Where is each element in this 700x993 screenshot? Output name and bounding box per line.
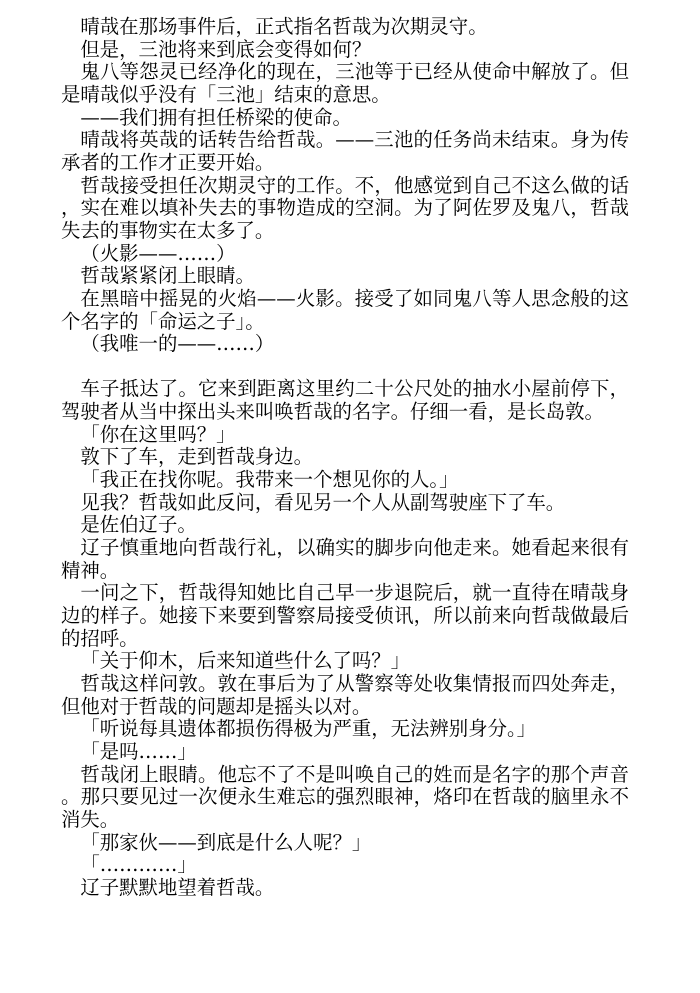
paragraph: 辽子慎重地向哲哉行礼，以确实的脚步向他走来。她看起来很有精神。 (61, 536, 629, 582)
paragraph: 哲哉闭上眼睛。他忘不了不是叫唤自己的姓而是名字的那个声音。那只要见过一次便永生难忘的强烈眼神，烙印在哲哉的脑里永不消失。 (61, 762, 629, 831)
paragraph: 「…………」 (80, 853, 197, 877)
paragraph: 敦下了车，走到哲哉身边。 (80, 445, 314, 469)
paragraph: 晴哉将英哉的话转告给哲哉。——三池的任务尚未结束。身为传承者的工作才正要开始。 (61, 128, 629, 174)
paragraph: 鬼八等怨灵已经净化的现在，三池等于已经从使命中解放了。但是晴哉似乎没有「三池」结束的意思。 (61, 60, 629, 106)
paragraph: ——我们拥有担任桥梁的使命。 (80, 105, 352, 129)
paragraph: 晴哉在那场事件后，正式指名哲哉为次期灵守。 (80, 15, 488, 38)
paragraph: 「是吗……」 (80, 739, 197, 763)
paragraph: 「听说每具遗体都损伤得极为严重，无法辨别身分。」 (80, 717, 537, 741)
paragraph: 是佐伯辽子。 (80, 513, 197, 537)
paragraph: （火影——……） (80, 241, 236, 265)
section-break (61, 356, 629, 379)
paragraph: （我唯一的——……） (80, 332, 275, 356)
paragraph: 「关于仰木，后来知道些什么了吗？」 (80, 649, 411, 673)
paragraph: 但是，三池将来到底会变得如何？ (80, 37, 372, 61)
paragraph: 哲哉这样问敦。敦在事后为了从警察等处收集情报而四处奔走，但他对于哲哉的问题却是摇头以对。 (61, 672, 629, 718)
document-page (61, 16, 629, 900)
paragraph: 「那家伙——到底是什么人呢？」 (80, 830, 372, 854)
paragraph: 辽子默默地望着哲哉。 (80, 875, 275, 899)
paragraph: 见我？哲哉如此反问，看见另一个人从副驾驶座下了车。 (80, 490, 566, 514)
paragraph: 「你在这里吗？」 (80, 422, 236, 446)
paragraph: 哲哉紧紧闭上眼睛。 (80, 264, 255, 288)
paragraph: 在黑暗中摇晃的火焰——火影。接受了如同鬼八等人思念般的这个名字的「命运之子」。 (61, 286, 629, 333)
paragraph: 一问之下，哲哉得知她比自己早一步退院后，就一直待在晴哉身边的样子。她接下来要到警察局接受侦讯，所以前来向哲哉做最后的招呼。 (61, 581, 629, 650)
paragraph: 车子抵达了。它来到距离这里约二十公尺处的抽水小屋前停下，驾驶者从当中探出头来叫唤哲哉的名字。仔细一看，是长岛敦。 (61, 377, 629, 424)
paragraph: 哲哉接受担任次期灵守的工作。不，他感觉到自己不这么做的话，实在难以填补失去的事物造成的空洞。为了阿佐罗及鬼八，哲哉失去的事物实在太多了。 (61, 173, 629, 242)
paragraph: 「我正在找你呢。我带来一个想见你的人。」 (80, 468, 459, 492)
